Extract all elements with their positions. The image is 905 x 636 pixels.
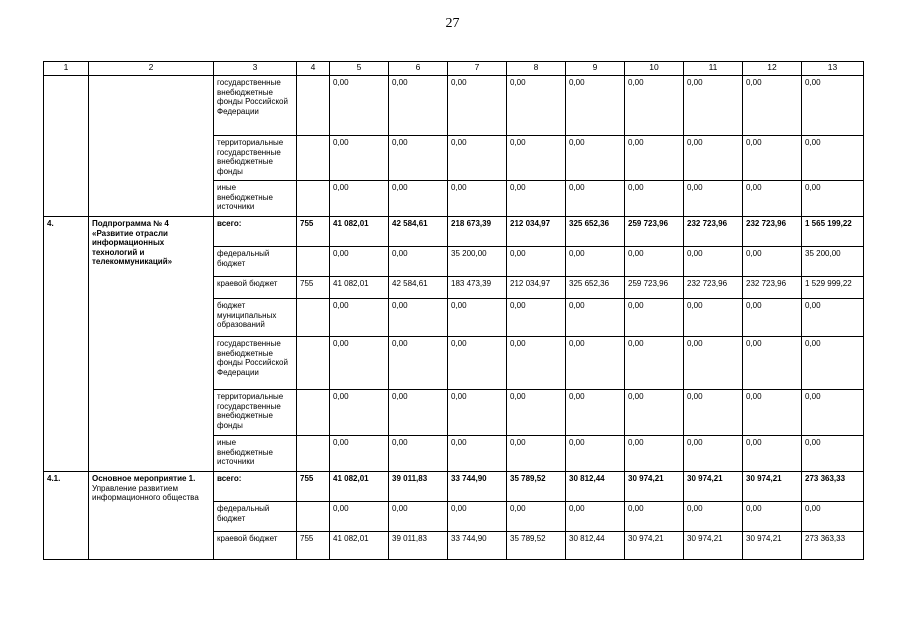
value-cell: 0,00 bbox=[507, 390, 566, 436]
value-cell: 0,00 bbox=[448, 436, 507, 472]
value-cell: 0,00 bbox=[684, 181, 743, 217]
value-cell: 0,00 bbox=[802, 337, 864, 390]
code-cell: 755 bbox=[297, 277, 330, 299]
value-cell: 0,00 bbox=[507, 337, 566, 390]
value-cell: 0,00 bbox=[684, 436, 743, 472]
table-row bbox=[44, 472, 864, 502]
value-cell: 30 812,44 bbox=[566, 532, 625, 560]
value-cell: 0,00 bbox=[389, 247, 448, 277]
value-cell: 0,00 bbox=[743, 337, 802, 390]
value-cell: 0,00 bbox=[743, 247, 802, 277]
value-cell: 30 974,21 bbox=[743, 472, 802, 502]
code-cell bbox=[297, 76, 330, 136]
value-cell: 0,00 bbox=[625, 502, 684, 532]
value-cell: 0,00 bbox=[625, 247, 684, 277]
value-cell: 30 974,21 bbox=[743, 532, 802, 560]
value-cell: 35 200,00 bbox=[448, 247, 507, 277]
row-number-cell: 4. bbox=[44, 217, 89, 472]
column-header: 12 bbox=[743, 62, 802, 76]
value-cell: 0,00 bbox=[625, 181, 684, 217]
code-cell: 755 bbox=[297, 472, 330, 502]
value-cell: 0,00 bbox=[684, 136, 743, 181]
funding-source-cell: территориальные государственные внебюджетные фонды bbox=[214, 136, 297, 181]
value-cell: 39 011,83 bbox=[389, 532, 448, 560]
value-cell: 0,00 bbox=[743, 502, 802, 532]
value-cell: 232 723,96 bbox=[743, 277, 802, 299]
value-cell: 183 473,39 bbox=[448, 277, 507, 299]
value-cell: 39 011,83 bbox=[389, 472, 448, 502]
value-cell: 0,00 bbox=[625, 337, 684, 390]
code-cell bbox=[297, 436, 330, 472]
row-number-cell bbox=[44, 76, 89, 217]
value-cell: 35 789,52 bbox=[507, 532, 566, 560]
funding-source-cell: всего: bbox=[214, 217, 297, 247]
value-cell: 33 744,90 bbox=[448, 472, 507, 502]
value-cell: 0,00 bbox=[389, 337, 448, 390]
value-cell: 0,00 bbox=[743, 76, 802, 136]
value-cell: 0,00 bbox=[743, 136, 802, 181]
value-cell: 35 200,00 bbox=[802, 247, 864, 277]
column-header: 6 bbox=[389, 62, 448, 76]
funding-source-cell: федеральный бюджет bbox=[214, 247, 297, 277]
code-cell: 755 bbox=[297, 217, 330, 247]
value-cell: 0,00 bbox=[625, 299, 684, 337]
value-cell: 0,00 bbox=[330, 436, 389, 472]
value-cell: 0,00 bbox=[684, 390, 743, 436]
value-cell: 0,00 bbox=[389, 390, 448, 436]
value-cell: 0,00 bbox=[566, 247, 625, 277]
value-cell: 0,00 bbox=[330, 136, 389, 181]
value-cell: 35 789,52 bbox=[507, 472, 566, 502]
value-cell: 0,00 bbox=[802, 181, 864, 217]
value-cell: 0,00 bbox=[389, 136, 448, 181]
row-number-cell: 4.1. bbox=[44, 472, 89, 560]
value-cell: 0,00 bbox=[448, 181, 507, 217]
value-cell: 0,00 bbox=[566, 181, 625, 217]
value-cell: 232 723,96 bbox=[684, 277, 743, 299]
value-cell: 0,00 bbox=[389, 502, 448, 532]
value-cell: 30 974,21 bbox=[625, 472, 684, 502]
value-cell: 273 363,33 bbox=[802, 472, 864, 502]
value-cell: 0,00 bbox=[743, 390, 802, 436]
value-cell: 325 652,36 bbox=[566, 217, 625, 247]
value-cell: 0,00 bbox=[389, 76, 448, 136]
code-cell bbox=[297, 299, 330, 337]
value-cell: 0,00 bbox=[330, 76, 389, 136]
table-row bbox=[44, 76, 864, 136]
value-cell: 0,00 bbox=[507, 502, 566, 532]
funding-source-cell: иные внебюджетные источники bbox=[214, 436, 297, 472]
value-cell: 0,00 bbox=[802, 502, 864, 532]
value-cell: 0,00 bbox=[507, 76, 566, 136]
value-cell: 0,00 bbox=[507, 181, 566, 217]
value-cell: 0,00 bbox=[684, 247, 743, 277]
value-cell: 41 082,01 bbox=[330, 532, 389, 560]
value-cell: 0,00 bbox=[625, 390, 684, 436]
funding-source-cell: федеральный бюджет bbox=[214, 502, 297, 532]
code-cell bbox=[297, 337, 330, 390]
value-cell: 0,00 bbox=[566, 390, 625, 436]
value-cell: 1 529 999,22 bbox=[802, 277, 864, 299]
value-cell: 0,00 bbox=[566, 337, 625, 390]
funding-source-cell: государственные внебюджетные фонды Российской Федерации bbox=[214, 76, 297, 136]
value-cell: 30 974,21 bbox=[625, 532, 684, 560]
value-cell: 0,00 bbox=[566, 436, 625, 472]
value-cell: 41 082,01 bbox=[330, 472, 389, 502]
value-cell: 0,00 bbox=[507, 436, 566, 472]
column-header: 13 bbox=[802, 62, 864, 76]
column-header: 9 bbox=[566, 62, 625, 76]
value-cell: 0,00 bbox=[743, 436, 802, 472]
value-cell: 41 082,01 bbox=[330, 217, 389, 247]
column-header: 1 bbox=[44, 62, 89, 76]
value-cell: 325 652,36 bbox=[566, 277, 625, 299]
funding-source-cell: государственные внебюджетные фонды Российской Федерации bbox=[214, 337, 297, 390]
value-cell: 232 723,96 bbox=[684, 217, 743, 247]
value-cell: 30 974,21 bbox=[684, 532, 743, 560]
funding-source-cell: краевой бюджет bbox=[214, 277, 297, 299]
value-cell: 259 723,96 bbox=[625, 277, 684, 299]
program-name-cell bbox=[89, 472, 214, 560]
value-cell: 0,00 bbox=[684, 76, 743, 136]
value-cell: 0,00 bbox=[743, 181, 802, 217]
column-header: 8 bbox=[507, 62, 566, 76]
value-cell: 0,00 bbox=[802, 436, 864, 472]
code-cell bbox=[297, 136, 330, 181]
value-cell: 0,00 bbox=[448, 76, 507, 136]
column-header: 4 bbox=[297, 62, 330, 76]
value-cell: 0,00 bbox=[743, 299, 802, 337]
code-cell bbox=[297, 502, 330, 532]
value-cell: 0,00 bbox=[802, 76, 864, 136]
value-cell: 0,00 bbox=[802, 390, 864, 436]
column-header: 3 bbox=[214, 62, 297, 76]
code-cell bbox=[297, 390, 330, 436]
value-cell: 0,00 bbox=[389, 436, 448, 472]
value-cell: 0,00 bbox=[389, 181, 448, 217]
table-header-row bbox=[44, 62, 864, 76]
value-cell: 0,00 bbox=[448, 136, 507, 181]
funding-source-cell: иные внебюджетные источники bbox=[214, 181, 297, 217]
value-cell: 0,00 bbox=[507, 247, 566, 277]
value-cell: 41 082,01 bbox=[330, 277, 389, 299]
value-cell: 0,00 bbox=[566, 299, 625, 337]
value-cell: 212 034,97 bbox=[507, 217, 566, 247]
value-cell: 30 974,21 bbox=[684, 472, 743, 502]
value-cell: 0,00 bbox=[330, 337, 389, 390]
value-cell: 0,00 bbox=[448, 337, 507, 390]
value-cell: 0,00 bbox=[330, 247, 389, 277]
value-cell: 232 723,96 bbox=[743, 217, 802, 247]
value-cell: 0,00 bbox=[625, 136, 684, 181]
value-cell: 0,00 bbox=[684, 299, 743, 337]
column-header: 5 bbox=[330, 62, 389, 76]
value-cell: 1 565 199,22 bbox=[802, 217, 864, 247]
value-cell: 30 812,44 bbox=[566, 472, 625, 502]
column-header: 11 bbox=[684, 62, 743, 76]
program-name-cell bbox=[89, 76, 214, 217]
value-cell: 0,00 bbox=[684, 502, 743, 532]
funding-source-cell: краевой бюджет bbox=[214, 532, 297, 560]
value-cell: 0,00 bbox=[448, 502, 507, 532]
funding-source-cell: бюджет муниципальных образований bbox=[214, 299, 297, 337]
value-cell: 33 744,90 bbox=[448, 532, 507, 560]
value-cell: 0,00 bbox=[507, 136, 566, 181]
code-cell bbox=[297, 247, 330, 277]
value-cell: 0,00 bbox=[389, 299, 448, 337]
value-cell: 42 584,61 bbox=[389, 277, 448, 299]
value-cell: 0,00 bbox=[330, 390, 389, 436]
value-cell: 0,00 bbox=[330, 181, 389, 217]
value-cell: 0,00 bbox=[625, 76, 684, 136]
value-cell: 0,00 bbox=[566, 502, 625, 532]
value-cell: 42 584,61 bbox=[389, 217, 448, 247]
value-cell: 0,00 bbox=[684, 337, 743, 390]
page-number: 27 bbox=[445, 16, 460, 31]
value-cell: 0,00 bbox=[625, 436, 684, 472]
activity-title: Основное мероприятие 1. bbox=[92, 474, 196, 483]
column-header: 2 bbox=[89, 62, 214, 76]
value-cell: 0,00 bbox=[566, 136, 625, 181]
column-header: 7 bbox=[448, 62, 507, 76]
value-cell: 0,00 bbox=[330, 299, 389, 337]
value-cell: 212 034,97 bbox=[507, 277, 566, 299]
funding-source-cell: территориальные государственные внебюджетные фонды bbox=[214, 390, 297, 436]
activity-description: Управление развитием информационного общества bbox=[92, 483, 199, 503]
value-cell: 0,00 bbox=[507, 299, 566, 337]
value-cell: 0,00 bbox=[802, 299, 864, 337]
value-cell: 0,00 bbox=[448, 390, 507, 436]
value-cell: 218 673,39 bbox=[448, 217, 507, 247]
value-cell: 0,00 bbox=[802, 136, 864, 181]
value-cell: 259 723,96 bbox=[625, 217, 684, 247]
value-cell: 0,00 bbox=[330, 502, 389, 532]
code-cell bbox=[297, 181, 330, 217]
budget-table bbox=[43, 61, 864, 560]
code-cell: 755 bbox=[297, 532, 330, 560]
table-row bbox=[44, 217, 864, 247]
value-cell: 0,00 bbox=[448, 299, 507, 337]
value-cell: 0,00 bbox=[566, 76, 625, 136]
column-header: 10 bbox=[625, 62, 684, 76]
value-cell: 273 363,33 bbox=[802, 532, 864, 560]
program-name-cell: Подпрограмма № 4 «Развитие отрасли информационных технологий и телекоммуникаций» bbox=[89, 217, 214, 472]
funding-source-cell: всего: bbox=[214, 472, 297, 502]
